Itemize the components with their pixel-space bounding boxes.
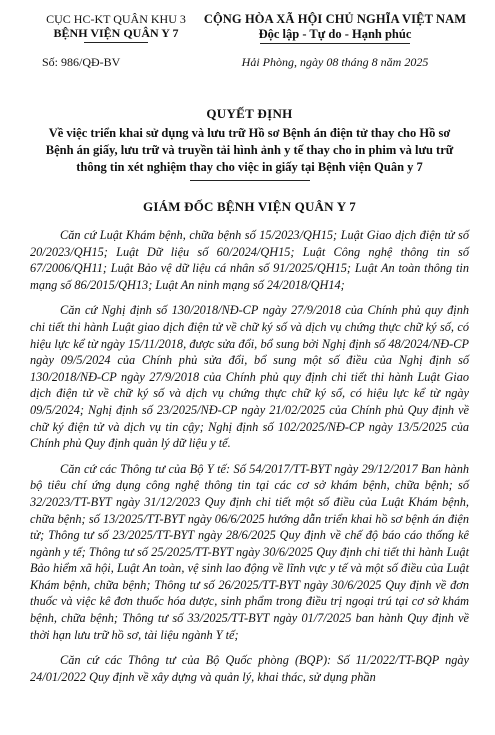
- document-subject: [34, 125, 465, 181]
- place-date: Hải Phòng, ngày 08 tháng 8 năm 2025: [241, 55, 429, 69]
- issuer-title: GIÁM ĐỐC BỆNH VIỆN QUÂN Y 7: [143, 199, 356, 214]
- legal-basis-paragraph: Căn cứ Nghị định số 130/2018/NĐ-CP ngày 27/9/2018 của Chính phủ quy định chi tiết thi hành Luật giao dịch điện tử về chữ ký số và dịch vụ chứng thực chữ ký số, có hiệu lực kể từ ngày 15/11/2018, được sửa đổi, bổ sung bởi Nghị định số 48/2024/NĐ-CP ngày 09/5/2024 của Chính phủ sửa đổi, bổ sung một số điều của Nghị định số 130/2018/NĐ-CP ngày 27/9/2018 của Chính phủ quy định chi tiết thi hành Luật Giao dịch điện tử về chữ ký số và dịch vụ chứng thực chữ ký số, có hiệu lực kể từ ngày 09/5/2024; Nghị định số 23/2025/NĐ-CP ngày 21/02/2025 của Chính phủ Quy định về chữ ký điện tử và dịch vụ tin cậy; Nghị định số 102/2025/NĐ-CP ngày 13/5/2025 của Chính phủ Quy định quản lý dữ liệu y tế.: [30, 303, 469, 451]
- document-body: [30, 227, 469, 685]
- parent-agency: CỤC HC-KT QUÂN KHU 3: [46, 12, 186, 26]
- subject-underline: [190, 180, 310, 181]
- legal-basis-paragraph: Căn cứ các Thông tư của Bộ Y tế: Số 54/2017/TT-BYT ngày 29/12/2017 Ban hành bộ tiêu chí ứng dụng công nghệ thông tin tại các cơ sở khám bệnh, chữa bệnh; số 32/2023/TT-BYT ngày 31/12/2023 Quy định chi tiết một số điều của Luật Khám bệnh, chữa bệnh; số 13/2025/TT-BYT ngày 06/6/2025 hướng dẫn triển khai hồ sơ bệnh án điện tử; Thông tư số 23/2025/TT-BYT ngày 28/6/2025 Quy định về chế độ báo cáo thống kê ngành y tế; Thông tư số 25/2025/TT-BYT ngày 30/6/2025 Quy định chi tiết thi hành Luật Bảo hiểm xã hội, Luật An toàn, vệ sinh lao động về lĩnh vực y tế và một số điều của Luật Khám bệnh, chữa bệnh; Thông tư số 26/2025/TT-BYT ngày 30/6/2025 Quy định về đơn thuốc và việc kê đơn thuốc hóa dược, sinh phẩm trong điều trị ngoại trú tại cơ sở khám bệnh, chữa bệnh; Thông tư số 33/2025/TT-BYT ngày 01/7/2025 ban hành Quy định về thời hạn lưu trữ hồ sơ, tài liệu ngành Y tế;: [30, 461, 469, 642]
- document-number: Số: 986/QĐ-BV: [42, 55, 121, 69]
- motto-underline: [260, 43, 410, 44]
- document-header: [30, 0, 469, 88]
- legal-basis-paragraph: Căn cứ Luật Khám bệnh, chữa bệnh số 15/2023/QH15; Luật Giao dịch điện tử số 20/2023/QH15; Luật Dữ liệu số 60/2024/QH15; Luật Công nghệ thông tin số 67/2006/QH11; Luật Bảo vệ dữ liệu cá nhân số 91/2025/QH15; Luật An toàn thông tin mạng số 86/2015/QH13; Luật An ninh mạng số 24/2018/QH14;: [30, 228, 469, 292]
- nation-name: CỘNG HÒA XÃ HỘI CHỦ NGHĨA VIỆT NAM: [203, 12, 467, 26]
- subject-text: Về việc triển khai sử dụng và lưu trữ Hồ sơ Bệnh án điện tử thay cho Hồ sơ Bệnh án giấy, lưu trữ và truyền tải hình ảnh y tế thay cho in phim và lưu trữ thông tin xét nghiệm thay cho việc in giấy tại Bệnh viện Quân y 7: [45, 126, 454, 174]
- agency-name: BỆNH VIỆN QUÂN Y 7: [53, 26, 179, 40]
- legal-basis-paragraph: Căn cứ các Thông tư của Bộ Quốc phòng (BQP): Số 11/2022/TT-BQP ngày 24/01/2022 Quy định về xây dựng và quản lý, khai thác, sử dụng phần: [30, 653, 469, 684]
- agency-underline: [84, 42, 148, 43]
- motto: Độc lập - Tự do - Hạnh phúc: [258, 27, 412, 41]
- national-motto-block: [201, 12, 469, 70]
- issuing-agency-block: [36, 12, 196, 70]
- document-type: QUYẾT ĐỊNH: [206, 106, 293, 121]
